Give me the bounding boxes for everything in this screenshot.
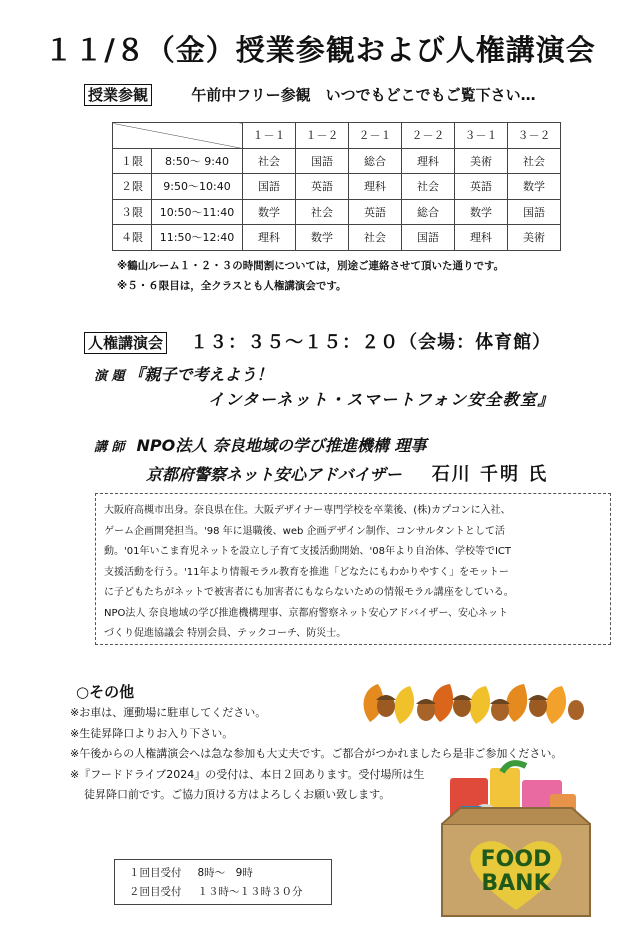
bio-line: 支援活動を行う。'11年より情報モラル教育を推進「どなたにもわかりやすく」をモットー	[104, 566, 509, 578]
time-cell: 8:50～ 9:40	[152, 148, 243, 174]
timetable-corner-cell	[113, 123, 243, 149]
reception-label: ２回目受付	[129, 886, 182, 898]
subject-cell: 美術	[508, 225, 561, 251]
subject-cell: 数学	[296, 225, 349, 251]
reception-row	[129, 864, 331, 883]
subject-cell: 国語	[243, 174, 296, 200]
list-item: ※お車は、運動場に駐車してください。	[70, 706, 267, 719]
subject-cell: 社会	[508, 148, 561, 174]
subject-cell: 英語	[349, 199, 402, 225]
timetable-header-row	[113, 123, 561, 149]
food-bank-text-bank: BANK	[481, 871, 551, 896]
page-title: １１/８（金）授業参観および人権講演会	[44, 33, 596, 67]
class-header: ２－２	[402, 123, 455, 149]
subject-cell: 社会	[402, 174, 455, 200]
subject-cell: 理科	[243, 225, 296, 251]
bio-line: ゲーム企画開発担当。'98 年に退職後、web 企画デザイン制作、コンサルタントとして活	[104, 525, 505, 537]
class-header: １－２	[296, 123, 349, 149]
subject-cell: 国語	[508, 199, 561, 225]
lecturer-name: 石川 千明 氏	[431, 464, 549, 485]
subject-cell: 総合	[349, 148, 402, 174]
class-visit-section	[84, 84, 536, 105]
timetable	[112, 122, 561, 251]
lecturer-role	[146, 460, 548, 486]
list-item: ※生徒昇降口よりお入り下さい。	[70, 726, 234, 740]
time-cell: 10:50～11:40	[152, 199, 243, 225]
period-cell: １限	[113, 148, 152, 174]
bio-line: 動。'01年いこま育児ネットを設立し子育て支援活動開始、'08年より自治体、学校等でICT	[104, 546, 511, 557]
subject-cell: 理科	[402, 148, 455, 174]
food-bank-text-food: FOOD	[480, 847, 552, 872]
subject-cell: 社会	[349, 225, 402, 251]
table-row	[113, 199, 561, 225]
theme-line-2: インターネット・スマートフォン安全教室』	[208, 390, 555, 409]
subject-cell: 美術	[455, 148, 508, 174]
class-header: ２－１	[349, 123, 402, 149]
subject-cell: 理科	[455, 225, 508, 251]
time-cell: 11:50～12:40	[152, 225, 243, 251]
period-cell: ３限	[113, 199, 152, 225]
subject-cell: 社会	[296, 199, 349, 225]
list-item: ※『フードドライブ2024』の受付は、本日２回あります。受付場所は生徒昇降口前です。ご協力頂ける方はよろしくお願い致します。	[70, 767, 425, 801]
subject-cell: 国語	[296, 148, 349, 174]
subject-cell: 英語	[455, 174, 508, 200]
class-header: １－１	[243, 123, 296, 149]
subject-cell: 数学	[508, 174, 561, 200]
subject-cell: 数学	[243, 199, 296, 225]
bio-line: づくり促進協議会 特別会員、テックコーチ、防災士。	[104, 628, 347, 639]
reception-times	[114, 859, 332, 905]
other-heading: ○その他	[76, 683, 135, 701]
class-header: ３－１	[455, 123, 508, 149]
lecturer	[94, 433, 426, 456]
period-cell: ４限	[113, 225, 152, 251]
timetable-note: ※５・６限目は，全クラスとも人権講演会です。	[117, 280, 347, 292]
time-cell: 9:50～10:40	[152, 174, 243, 200]
reception-time: １３時～１３時３０分	[197, 886, 303, 898]
subject-cell: 総合	[402, 199, 455, 225]
food-bank-illustration	[430, 760, 600, 924]
lecturer-affiliation: NPO法人 奈良地域の学び推進機構 理事	[136, 436, 427, 455]
subject-cell: 理科	[349, 174, 402, 200]
bio-line: に子どもたちがネットで被害者にも加害者にもならないための情報モラル講座をしている。	[104, 587, 514, 598]
subject-cell: 数学	[455, 199, 508, 225]
table-row	[113, 174, 561, 200]
class-visit-label: 授業参観	[84, 84, 152, 106]
subject-cell: 社会	[243, 148, 296, 174]
subject-cell: 英語	[296, 174, 349, 200]
class-visit-description: 午前中フリー参観 いつでもどこでもご覧下さい…	[191, 86, 536, 104]
lecturer-bio	[95, 493, 611, 645]
reception-label: １回目受付	[129, 867, 182, 879]
list-item: ※午後からの人権講演会へは急な参加も大丈夫です。ご都合がつかれましたら是非ご参加ください。	[70, 747, 563, 760]
lecturer-label: 講 師	[94, 440, 125, 455]
reception-row	[129, 883, 331, 902]
lecture-time: １３：３５～１５：２０（会場：体育館）	[190, 332, 552, 353]
lecture-label: 人権講演会	[84, 332, 167, 354]
class-header: ３－２	[508, 123, 561, 149]
timetable-note: ※鶴山ルーム１・２・３の時間割については，別途ご連絡させて頂いた通りです。	[117, 260, 505, 272]
lecture-header	[84, 328, 551, 354]
theme-label: 演 題	[94, 369, 125, 384]
table-row	[113, 148, 561, 174]
period-cell: ２限	[113, 174, 152, 200]
reception-time: 8時～ 9時	[197, 867, 253, 879]
theme-line-1: 『親子で考えよう！	[128, 365, 273, 384]
table-row	[113, 225, 561, 251]
bio-line: NPO法人 奈良地域の学び推進機構理事、京都府警察ネット安心アドバイザー、安心ネット	[104, 607, 508, 619]
bio-line: 大阪府高槻市出身。奈良県在住。大阪デザイナー専門学校を卒業後、(株)カプコンに入社、	[104, 505, 511, 516]
lecture-theme	[94, 362, 273, 385]
subject-cell: 国語	[402, 225, 455, 251]
lecturer-title: 京都府警察ネット安心アドバイザー	[146, 465, 402, 484]
